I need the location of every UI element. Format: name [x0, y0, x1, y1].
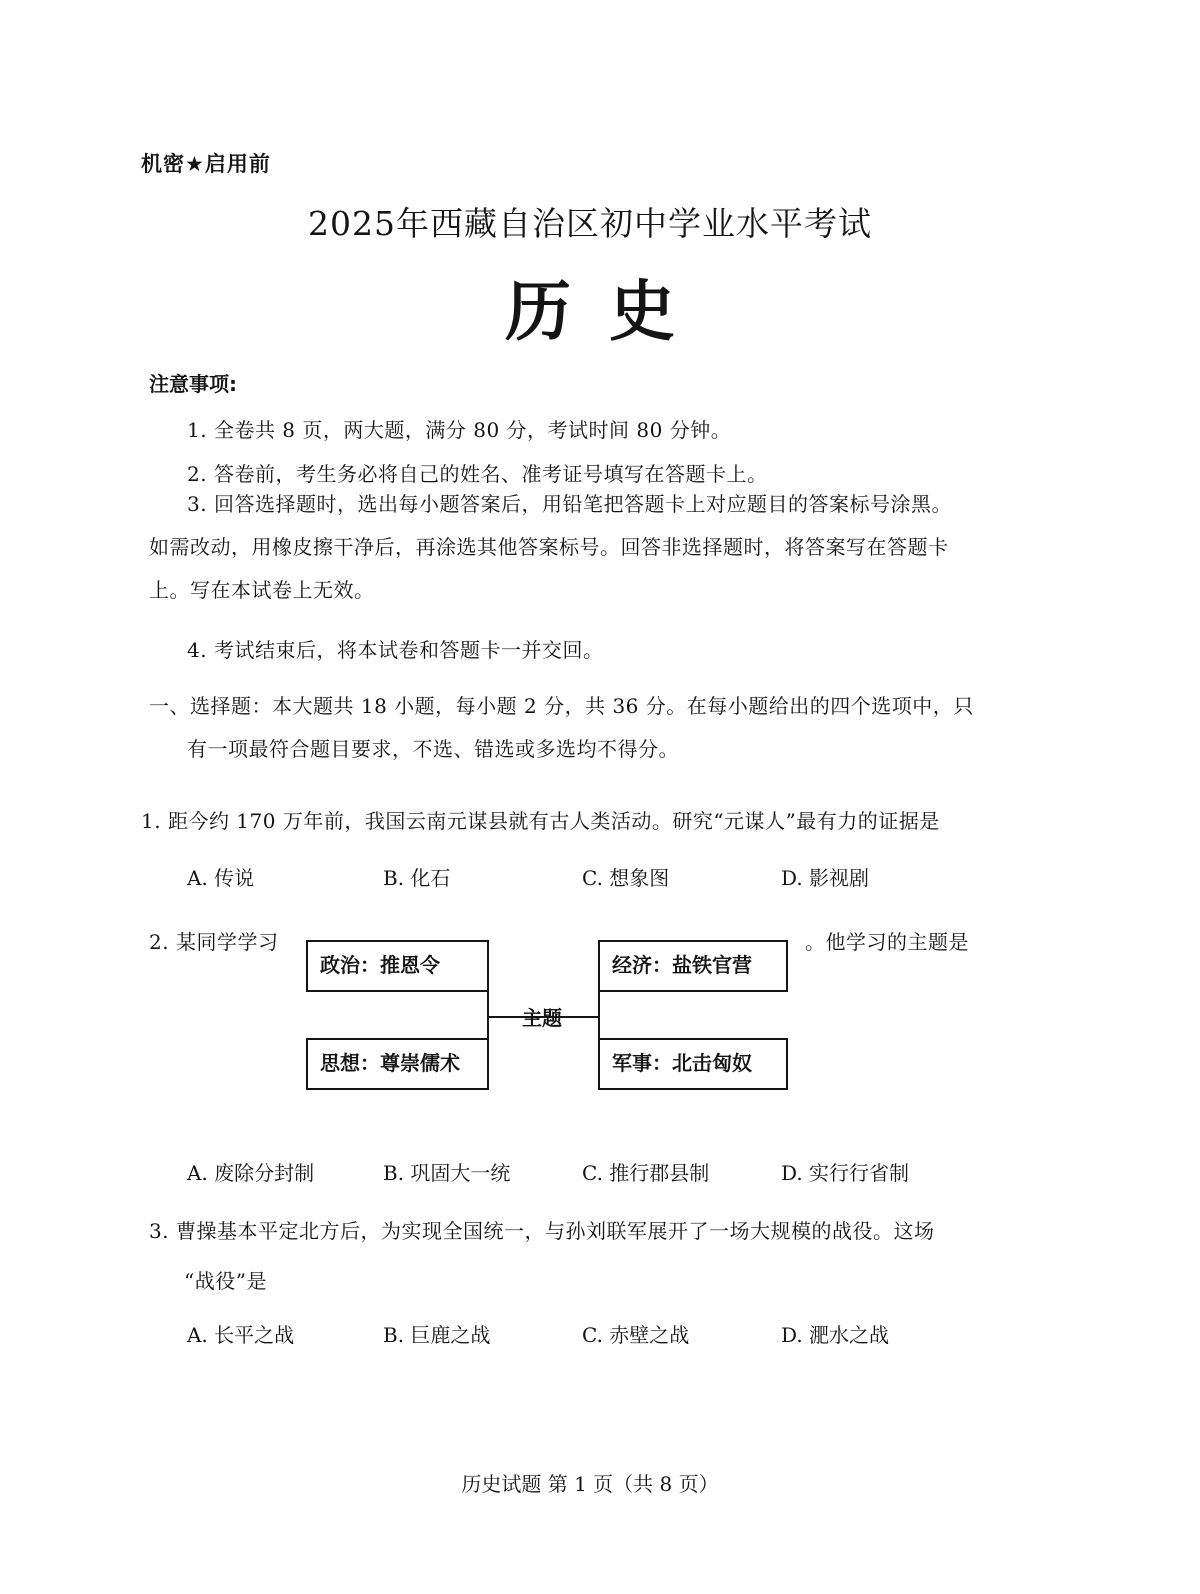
- question-3-option-a: A. 长平之战: [187, 1323, 295, 1347]
- question-1-option-d: D. 影视剧: [781, 866, 870, 890]
- page-footer: 历史试题 第 1 页（共 8 页）: [461, 1472, 719, 1496]
- notice-item-3: 3. 回答选择题时，选出每小题答案后，用铅笔把答题卡上对应题目的答案标号涂黑。: [187, 492, 952, 516]
- question-3-stem-line2: “战役”是: [184, 1269, 267, 1293]
- notice-item-2: 2. 答卷前，考生务必将自己的姓名、准考证号填写在答题卡上。: [187, 462, 768, 486]
- diagram-box-thought: 思想：尊崇儒术: [306, 1038, 489, 1090]
- notice-item-3-cont: 如需改动，用橡皮擦干净后，再涂选其他答案标号。回答非选择题时，将答案写在答题卡: [149, 535, 949, 559]
- question-3-option-b: B. 巨鹿之战: [383, 1323, 491, 1347]
- question-2-option-b: B. 巩固大一统: [383, 1161, 511, 1185]
- question-2-diagram: [300, 938, 790, 1098]
- confidential-mark: 机密★启用前: [141, 152, 271, 176]
- question-3-stem-line1: 3. 曹操基本平定北方后，为实现全国统一，与孙刘联军展开了一场大规模的战役。这场: [149, 1219, 935, 1243]
- diagram-center-label: 主题: [522, 1006, 562, 1030]
- notice-item-4: 4. 考试结束后，将本试卷和答题卡一并交回。: [187, 638, 604, 662]
- question-2-option-a: A. 废除分封制: [187, 1161, 315, 1185]
- question-3-option-c: C. 赤壁之战: [582, 1323, 690, 1347]
- diagram-box-military: 军事：北击匈奴: [598, 1038, 788, 1090]
- question-2-option-c: C. 推行郡县制: [582, 1161, 710, 1185]
- question-2-stem-start: 2. 某同学学习: [149, 930, 279, 954]
- notice-item-1: 1. 全卷共 8 页，两大题，满分 80 分，考试时间 80 分钟。: [187, 418, 732, 442]
- question-1-option-b: B. 化石: [383, 866, 451, 890]
- question-1-stem: 1. 距今约 170 万年前，我国云南元谋县就有古人类活动。研究“元谋人”最有力的证据是: [141, 809, 940, 833]
- notice-heading: 注意事项:: [149, 372, 237, 396]
- question-2-option-d: D. 实行行省制: [781, 1161, 910, 1185]
- exam-title: 2025年西藏自治区初中学业水平考试: [308, 204, 872, 243]
- section-instruction-line1: 一、选择题：本大题共 18 小题，每小题 2 分，共 36 分。在每小题给出的四个选项中，只: [149, 694, 974, 718]
- question-1-option-c: C. 想象图: [582, 866, 670, 890]
- notice-item-3-end: 上。写在本试卷上无效。: [149, 578, 375, 602]
- question-2-stem-end: 。他学习的主题是: [805, 930, 969, 954]
- diagram-box-economy: 经济：盐铁官营: [598, 940, 788, 992]
- question-3-option-d: D. 淝水之战: [781, 1323, 890, 1347]
- diagram-box-politics: 政治：推恩令: [306, 940, 489, 992]
- section-instruction-line2: 有一项最符合题目要求，不选、错选或多选均不得分。: [187, 737, 679, 761]
- subject-title: 历史: [505, 273, 713, 350]
- question-1-option-a: A. 传说: [187, 866, 255, 890]
